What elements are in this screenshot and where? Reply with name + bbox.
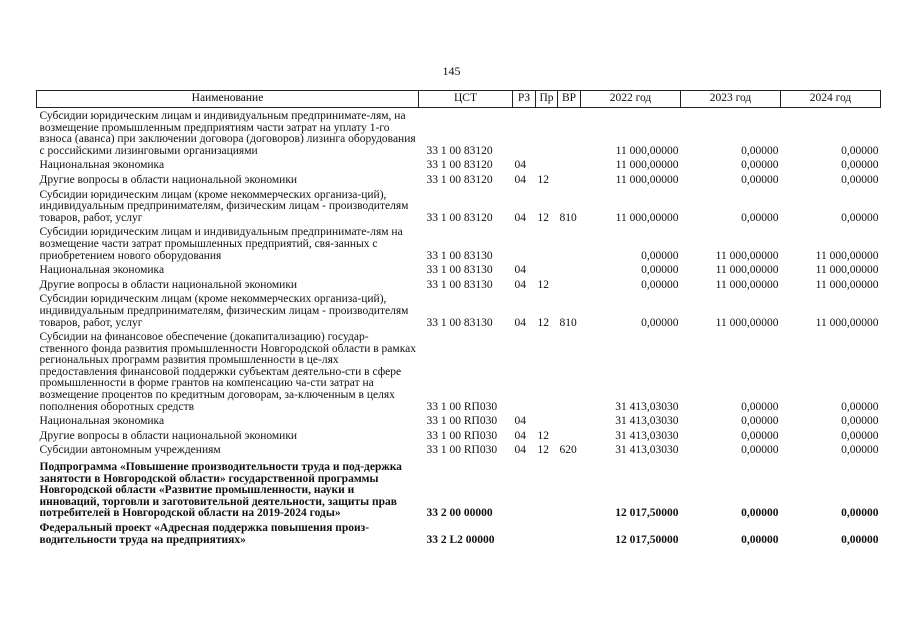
- header-2024: 2024 год: [781, 91, 881, 108]
- row-name: Другие вопросы в области национальной экономики: [39, 278, 298, 291]
- row-pr: 12: [537, 211, 549, 224]
- row-cst: 33 1 00 83130: [426, 264, 493, 277]
- row-2022: 12 017,50000: [615, 533, 679, 546]
- row-2022: 11 000,00000: [615, 173, 679, 186]
- row-rz: 04: [514, 159, 526, 172]
- table-row: [37, 157, 881, 172]
- row-pr: [536, 413, 558, 428]
- table-row: [37, 329, 881, 413]
- table-row: [37, 457, 881, 520]
- page-number: 145: [442, 64, 461, 78]
- row-vr: [558, 108, 581, 158]
- row-vr: [558, 277, 581, 292]
- row-name: Субсидии автономным учреждениям: [39, 444, 221, 457]
- budget-table: [36, 90, 881, 546]
- row-2022: 11 000,00000: [615, 211, 679, 224]
- row-2024: 0,00000: [841, 159, 879, 172]
- row-2023: 11 000,00000: [715, 278, 779, 291]
- row-cst: 33 1 00 RП030: [426, 400, 498, 413]
- row-2023: 0,00000: [741, 159, 779, 172]
- row-2024: 0,00000: [841, 429, 879, 442]
- row-rz: [513, 457, 536, 520]
- row-rz: 04: [514, 211, 526, 224]
- row-2024: 0,00000: [841, 144, 879, 157]
- table-row: [37, 442, 881, 457]
- row-2022: 11 000,00000: [615, 144, 679, 157]
- row-name: Субсидии юридическим лицам и индивидуальным предпринимате-лям на возмещение части затрат промышленных предприятий, свя-занных с приобретением нового оборудования: [39, 226, 403, 262]
- row-name: Субсидии юридическим лицам (кроме некоммерческих организа-ций), индивидуальным предпринимателям, физическим лицам - производителям товаров, работ, услуг: [39, 293, 409, 329]
- row-cst: 33 1 00 83130: [426, 278, 493, 291]
- row-name: Другие вопросы в области национальной экономики: [39, 173, 298, 186]
- row-2024: 0,00000: [841, 173, 879, 186]
- row-rz: 04: [514, 316, 526, 329]
- row-cst: 33 2 L2 00000: [426, 533, 495, 546]
- row-rz: 04: [514, 444, 526, 457]
- row-2023: 0,00000: [741, 507, 779, 520]
- row-2022: 0,00000: [641, 264, 679, 277]
- row-2024: 11 000,00000: [815, 264, 879, 277]
- row-pr: 12: [537, 173, 549, 186]
- row-2023: 11 000,00000: [715, 249, 779, 262]
- row-vr: [558, 520, 581, 546]
- row-cst: 33 1 00 RП030: [426, 429, 498, 442]
- row-cst: 33 1 00 83120: [426, 144, 493, 157]
- table-row: [37, 172, 881, 187]
- row-2023: 0,00000: [741, 429, 779, 442]
- row-name: Национальная экономика: [39, 415, 165, 428]
- row-2024: 0,00000: [841, 533, 879, 546]
- row-rz: [513, 224, 536, 262]
- row-2024: 0,00000: [841, 507, 879, 520]
- row-pr: [536, 224, 558, 262]
- row-rz: 04: [514, 415, 526, 428]
- table-row: [37, 262, 881, 277]
- row-2024: 0,00000: [841, 444, 879, 457]
- row-2023: 0,00000: [741, 415, 779, 428]
- row-pr: [536, 329, 558, 413]
- header-rz: РЗ: [513, 91, 536, 108]
- row-pr: [536, 108, 558, 158]
- row-cst: 33 1 00 83130: [426, 316, 493, 329]
- row-name: Национальная экономика: [39, 264, 165, 277]
- table-row: [37, 108, 881, 158]
- table-header-row: [37, 91, 881, 108]
- row-pr: [536, 520, 558, 546]
- row-vr: 620: [559, 444, 577, 457]
- row-cst: 33 1 00 83120: [426, 159, 493, 172]
- row-2022: 0,00000: [641, 278, 679, 291]
- row-vr: [558, 428, 581, 443]
- row-cst: 33 2 00 00000: [426, 507, 493, 520]
- header-2022: 2022 год: [581, 91, 681, 108]
- row-vr: [558, 329, 581, 413]
- row-2022: 31 413,03030: [615, 400, 679, 413]
- row-pr: 12: [537, 429, 549, 442]
- row-2024: 0,00000: [841, 211, 879, 224]
- header-pr: Пр: [536, 91, 558, 108]
- header-cst: ЦСТ: [419, 91, 513, 108]
- row-vr: [558, 413, 581, 428]
- row-cst: 33 1 00 RП030: [426, 415, 498, 428]
- row-2023: 0,00000: [741, 533, 779, 546]
- row-2024: 0,00000: [841, 400, 879, 413]
- row-cst: 33 1 00 83120: [426, 173, 493, 186]
- row-2022: 0,00000: [641, 316, 679, 329]
- table-row: [37, 413, 881, 428]
- row-cst: 33 1 00 83120: [426, 211, 493, 224]
- row-2024: 11 000,00000: [815, 278, 879, 291]
- table-row: [37, 187, 881, 225]
- row-rz: 04: [514, 429, 526, 442]
- row-2024: 0,00000: [841, 415, 879, 428]
- row-2023: 0,00000: [741, 173, 779, 186]
- row-2022: 31 413,03030: [615, 415, 679, 428]
- row-pr: [536, 157, 558, 172]
- row-rz: [513, 520, 536, 546]
- header-vr: ВР: [558, 91, 581, 108]
- header-2023: 2023 год: [681, 91, 781, 108]
- table-row: [37, 277, 881, 292]
- row-2022: 0,00000: [641, 249, 679, 262]
- row-name: Субсидии юридическим лицам (кроме некоммерческих организа-ций), индивидуальным предпринимателям, физическим лицам - производителям товаров, работ, услуг: [39, 188, 409, 224]
- header-name: Наименование: [37, 91, 419, 108]
- table-row: [37, 428, 881, 443]
- row-vr: [558, 457, 581, 520]
- row-rz: 04: [514, 264, 526, 277]
- row-pr: [536, 262, 558, 277]
- row-2023: 0,00000: [741, 444, 779, 457]
- row-rz: 04: [514, 278, 526, 291]
- row-pr: [536, 457, 558, 520]
- row-2023: 0,00000: [741, 211, 779, 224]
- row-2023: 0,00000: [741, 144, 779, 157]
- row-2024: 11 000,00000: [815, 316, 879, 329]
- row-rz: 04: [514, 173, 526, 186]
- row-name: Субсидии на финансовое обеспечение (докапитализацию) государ-ственного фонда развития промышленности Новгородской области в рамках региональных программ развития промышленности в це-лях предоставления финансовой поддержки субъектам деятельно-сти в сфере промышленности в форме грантов на компенсацию ча-сти затрат на возмещение процентов по кредитным договорам, за-ключенным в целях пополнения оборотных средств: [39, 331, 416, 413]
- row-vr: [558, 262, 581, 277]
- row-2022: 31 413,03030: [615, 444, 679, 457]
- row-2022: 12 017,50000: [615, 507, 679, 520]
- row-2024: 11 000,00000: [815, 249, 879, 262]
- row-vr: 810: [559, 211, 577, 224]
- row-2023: 0,00000: [741, 400, 779, 413]
- row-pr: 12: [537, 278, 549, 291]
- row-pr: 12: [537, 316, 549, 329]
- row-2023: 11 000,00000: [715, 264, 779, 277]
- row-name: Подпрограмма «Повышение производительности труда и под-держка занятости в Новгородской области» государственной программы Новгородской области «Развитие промышленности, науки и инноваций, торговли и заготовительной деятельности, защиты прав потребителей в Новгородской области на 2019-2024 годы»: [39, 461, 402, 520]
- row-vr: [558, 172, 581, 187]
- row-2023: 11 000,00000: [715, 316, 779, 329]
- row-name: Федеральный проект «Адресная поддержка повышения произ-водительности труда на предприятиях»: [39, 522, 370, 546]
- row-rz: [513, 329, 536, 413]
- row-cst: 33 1 00 RП030: [426, 444, 498, 457]
- row-vr: 810: [559, 316, 577, 329]
- table-row: [37, 291, 881, 329]
- row-vr: [558, 157, 581, 172]
- row-name: Другие вопросы в области национальной экономики: [39, 429, 298, 442]
- row-cst: 33 1 00 83130: [426, 249, 493, 262]
- table-row: [37, 520, 881, 546]
- row-name: Субсидии юридическим лицам и индивидуальным предпринимате-лям, на возмещение промышленным предприятиям части затрат на уплату 1-го взноса (аванса) при заключении договора (договоров) лизинга оборудования с российскими лизинговыми организациями: [39, 110, 416, 157]
- table-row: [37, 224, 881, 262]
- row-vr: [558, 224, 581, 262]
- row-rz: [513, 108, 536, 158]
- row-name: Национальная экономика: [39, 159, 165, 172]
- row-2022: 11 000,00000: [615, 159, 679, 172]
- row-pr: 12: [537, 444, 549, 457]
- row-2022: 31 413,03030: [615, 429, 679, 442]
